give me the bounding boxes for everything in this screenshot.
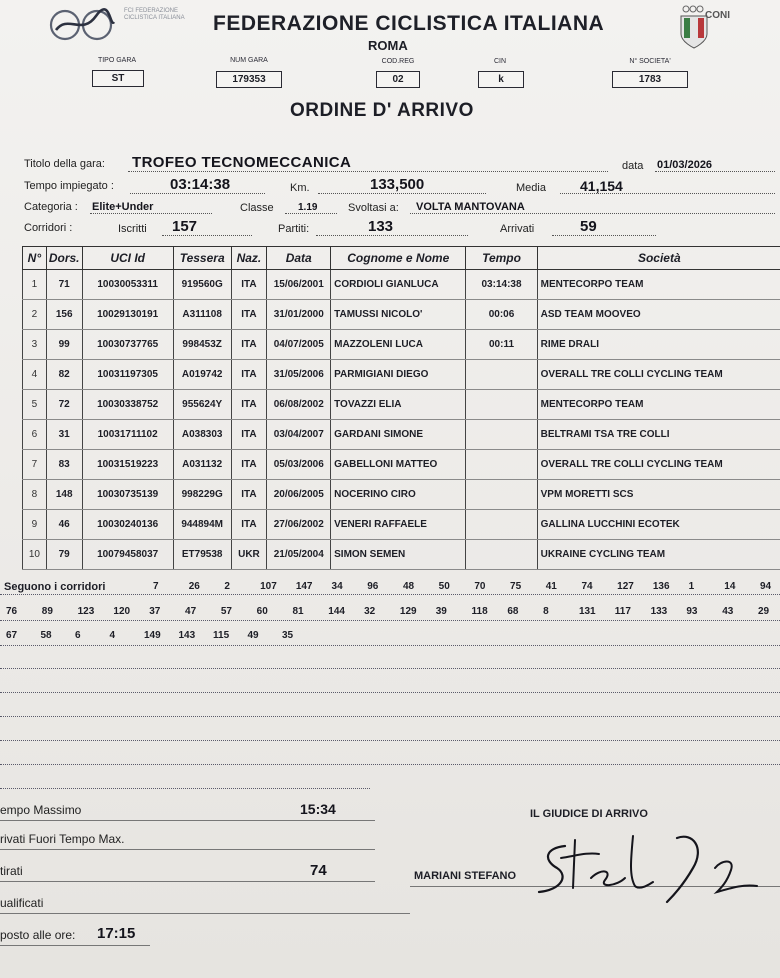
following-bib-number: 117 — [614, 606, 631, 617]
bib-cell: 83 — [46, 450, 82, 480]
race-title-label: Titolo della gara: — [24, 158, 105, 170]
partiti-value: 133 — [368, 218, 394, 235]
n-societa-label: N° SOCIETA' — [629, 58, 671, 65]
following-bib-number: 32 — [364, 606, 376, 617]
rider-name-cell: SIMON SEMEN — [331, 540, 466, 570]
uci-id-cell: 10030735139 — [82, 480, 173, 510]
tessera-cell: 919560G — [173, 270, 231, 300]
col-uci-header: UCI Id — [82, 247, 173, 270]
team-cell: OVERALL TRE COLLI CYCLING TEAM — [537, 360, 780, 390]
col-dors-header: Dors. — [46, 247, 82, 270]
rider-name-cell: CORDIOLI GIANLUCA — [331, 270, 466, 300]
col-tessera-header: Tessera — [173, 247, 231, 270]
nationality-cell: ITA — [231, 480, 267, 510]
following-bib-number: 136 — [652, 581, 670, 592]
uci-id-cell: 10030737765 — [82, 330, 173, 360]
iscritti-line — [162, 235, 252, 236]
following-bib-number: 43 — [722, 606, 734, 617]
seguono-line-1 — [0, 594, 780, 595]
birth-date-cell: 03/04/2007 — [267, 420, 331, 450]
following-bib-number: 39 — [435, 606, 447, 617]
classe-label: Classe — [240, 202, 274, 214]
nationality-cell: ITA — [231, 450, 267, 480]
rider-name-cell: VENERI RAFFAELE — [331, 510, 466, 540]
blank-line-2 — [0, 692, 780, 693]
time-cell: 00:11 — [466, 330, 537, 360]
results-body — [23, 270, 780, 570]
tessera-cell: 998453Z — [173, 330, 231, 360]
squalificati-line — [0, 913, 410, 914]
following-bib-number: 50 — [438, 581, 450, 592]
following-bib-number: 41 — [545, 581, 557, 592]
arrivati-label: Arrivati — [500, 223, 535, 235]
blank-line-6 — [0, 788, 370, 789]
num-gara-label: NUM GARA — [230, 57, 268, 64]
time-cell — [466, 540, 537, 570]
following-bib-number: 37 — [149, 606, 161, 617]
federation-title: FEDERAZIONE CICLISTICA ITALIANA — [213, 12, 605, 35]
tempo-massimo-label: empo Massimo — [0, 803, 82, 817]
rank-cell: 2 — [23, 300, 47, 330]
following-bib-number: 76 — [6, 606, 18, 617]
time-cell — [466, 450, 537, 480]
svoltasi-label: Svoltasi a: — [348, 202, 399, 214]
birth-date-cell: 31/05/2006 — [267, 360, 331, 390]
squalificati-label: ualificati — [0, 896, 44, 910]
birth-date-cell: 04/07/2005 — [267, 330, 331, 360]
time-cell: 03:14:38 — [466, 270, 537, 300]
nationality-cell: ITA — [231, 300, 267, 330]
following-bib-number: 7 — [153, 581, 159, 592]
iscritti-label: Iscritti — [118, 223, 147, 235]
team-cell: BELTRAMI TSA TRE COLLI — [537, 420, 780, 450]
nationality-cell: UKR — [231, 540, 267, 570]
race-title-value: TROFEO TECNOMECCANICA — [132, 154, 352, 171]
date-line — [655, 171, 775, 172]
following-bib-number: 118 — [471, 606, 488, 617]
seguono-line-2 — [0, 620, 780, 621]
time-cell — [466, 480, 537, 510]
following-bib-number: 144 — [328, 606, 345, 617]
rank-cell: 9 — [23, 510, 47, 540]
following-bib-number: 74 — [581, 581, 593, 592]
esposto-line — [0, 945, 150, 946]
col-naz-header: Naz. — [231, 247, 267, 270]
classe-line — [285, 213, 337, 214]
following-bib-number: 143 — [178, 630, 196, 641]
following-bib-number: 129 — [399, 606, 417, 617]
rider-name-cell: TOVAZZI ELIA — [331, 390, 466, 420]
fci-logo-text: FCI FEDERAZIONE CICLISTICA ITALIANA — [124, 8, 185, 21]
col-n-header: N° — [23, 247, 47, 270]
tessera-cell: 944894M — [173, 510, 231, 540]
tessera-cell: ET79538 — [173, 540, 231, 570]
rider-name-cell: TAMUSSI NICOLO' — [331, 300, 466, 330]
following-bib-number: 67 — [6, 630, 18, 641]
following-bib-number: 131 — [578, 606, 596, 617]
following-bib-number: 107 — [260, 581, 277, 592]
rider-name-cell: GARDANI SIMONE — [331, 420, 466, 450]
seguono-label: Seguono i corridori — [4, 581, 106, 593]
tessera-cell: 998229G — [173, 480, 231, 510]
following-bib-number: 68 — [507, 606, 519, 617]
time-label: Tempo impiegato : — [24, 180, 114, 192]
time-cell — [466, 420, 537, 450]
nationality-cell: ITA — [231, 270, 267, 300]
km-line — [318, 193, 486, 194]
uci-id-cell: 10030240136 — [82, 510, 173, 540]
following-bib-number: 96 — [367, 581, 379, 592]
tipo-gara-label: TIPO GARA — [97, 57, 137, 64]
fuori-tempo-line — [0, 849, 375, 850]
cin-value: k — [478, 71, 524, 88]
time-value: 03:14:38 — [170, 176, 231, 193]
bib-cell: 99 — [46, 330, 82, 360]
nationality-cell: ITA — [231, 510, 267, 540]
tempo-massimo-value: 15:34 — [300, 801, 336, 817]
col-societa-header: Società — [537, 247, 780, 270]
ritirati-value: 74 — [310, 862, 327, 879]
following-bib-number: 115 — [213, 630, 230, 641]
bib-cell: 82 — [46, 360, 82, 390]
following-bib-number: 120 — [113, 606, 131, 617]
team-cell: MENTECORPO TEAM — [537, 390, 780, 420]
ritirati-label: tirati — [0, 864, 23, 878]
media-label: Media — [516, 182, 546, 194]
document-title: ORDINE D' ARRIVO — [290, 100, 474, 121]
following-bib-number: 60 — [256, 606, 268, 617]
partiti-line — [316, 235, 468, 236]
birth-date-cell: 31/01/2000 — [267, 300, 331, 330]
following-bib-number: 89 — [41, 606, 53, 617]
giudice-label: IL GIUDICE DI ARRIVO — [530, 808, 648, 820]
table-row — [23, 480, 780, 510]
birth-date-cell: 27/06/2002 — [267, 510, 331, 540]
bib-cell: 72 — [46, 390, 82, 420]
bib-cell: 79 — [46, 540, 82, 570]
col-tempo-header: Tempo — [466, 247, 537, 270]
following-bib-number: 123 — [77, 606, 95, 617]
following-bib-number: 93 — [686, 606, 698, 617]
esposto-label: posto alle ore: — [0, 928, 76, 942]
nationality-cell: ITA — [231, 330, 267, 360]
uci-id-cell: 10030053311 — [82, 270, 173, 300]
n-societa-value: 1783 — [612, 71, 688, 88]
table-row — [23, 390, 780, 420]
tipo-gara-value: ST — [92, 70, 144, 87]
team-cell: MENTECORPO TEAM — [537, 270, 780, 300]
tessera-cell: 955624Y — [173, 390, 231, 420]
time-cell — [466, 390, 537, 420]
birth-date-cell: 15/06/2001 — [267, 270, 331, 300]
team-cell: ASD TEAM MOOVEO — [537, 300, 780, 330]
table-row — [23, 270, 780, 300]
table-row — [23, 510, 780, 540]
fci-logo-icon — [48, 8, 116, 42]
col-data-header: Data — [267, 247, 331, 270]
following-bib-number: 6 — [75, 630, 81, 641]
following-bib-number: 2 — [224, 581, 230, 592]
rank-cell: 3 — [23, 330, 47, 360]
time-cell — [466, 360, 537, 390]
table-row — [23, 330, 780, 360]
rank-cell: 7 — [23, 450, 47, 480]
following-bib-number: 4 — [109, 630, 116, 641]
table-row — [23, 360, 780, 390]
following-bib-number: 149 — [144, 630, 161, 641]
rider-name-cell: MAZZOLENI LUCA — [331, 330, 466, 360]
uci-id-cell: 10079458037 — [82, 540, 173, 570]
tessera-cell: A019742 — [173, 360, 231, 390]
cin-label: CIN — [493, 58, 507, 65]
date-value: 01/03/2026 — [657, 159, 713, 171]
birth-date-cell: 05/03/2006 — [267, 450, 331, 480]
nationality-cell: ITA — [231, 390, 267, 420]
col-name-header: Cognome e Nome — [331, 247, 466, 270]
tempo-massimo-line — [0, 820, 375, 821]
fuori-tempo-label: rivati Fuori Tempo Max. — [0, 832, 125, 846]
table-row — [23, 450, 780, 480]
city-label: ROMA — [368, 38, 408, 53]
nationality-cell: ITA — [231, 360, 267, 390]
following-bib-number: 35 — [282, 630, 294, 641]
team-cell: OVERALL TRE COLLI CYCLING TEAM — [537, 450, 780, 480]
following-bib-number: 1 — [688, 581, 695, 592]
rider-name-cell: GABELLONI MATTEO — [331, 450, 466, 480]
table-row — [23, 420, 780, 450]
rank-cell: 8 — [23, 480, 47, 510]
esposto-value: 17:15 — [97, 925, 136, 942]
following-bib-number: 70 — [474, 581, 486, 592]
arrivati-line — [552, 235, 656, 236]
team-cell: UKRAINE CYCLING TEAM — [537, 540, 780, 570]
uci-id-cell: 10030338752 — [82, 390, 173, 420]
uci-id-cell: 10031519223 — [82, 450, 173, 480]
birth-date-cell: 06/08/2002 — [267, 390, 331, 420]
table-row — [23, 540, 780, 570]
date-label: data — [622, 160, 644, 172]
rank-cell: 1 — [23, 270, 47, 300]
uci-id-cell: 10029130191 — [82, 300, 173, 330]
following-bib-number: 14 — [724, 581, 736, 592]
cod-reg-label: COD.REG — [381, 58, 415, 65]
following-bib-number: 47 — [185, 606, 197, 617]
team-cell: GALLINA LUCCHINI ECOTEK — [537, 510, 780, 540]
arrivati-value: 59 — [580, 218, 597, 235]
following-bib-number: 127 — [617, 581, 634, 592]
race-title-line — [128, 171, 608, 172]
rider-name-cell: PARMIGIANI DIEGO — [331, 360, 466, 390]
results-table — [22, 246, 780, 570]
uci-id-cell: 10031711102 — [82, 420, 173, 450]
km-value: 133,500 — [370, 176, 425, 193]
following-bib-number: 29 — [758, 606, 770, 617]
team-cell: VPM MORETTI SCS — [537, 480, 780, 510]
bib-cell: 31 — [46, 420, 82, 450]
km-label: Km. — [290, 182, 310, 194]
rank-cell: 4 — [23, 360, 47, 390]
partiti-label: Partiti: — [278, 223, 310, 235]
cod-reg-value: 02 — [376, 71, 420, 88]
blank-line-4 — [0, 740, 780, 741]
svoltasi-value: VOLTA MANTOVANA — [416, 201, 525, 213]
tessera-cell: A311108 — [173, 300, 231, 330]
corridori-label: Corridori : — [24, 222, 73, 234]
giudice-name: MARIANI STEFANO — [414, 870, 517, 882]
bib-cell: 148 — [46, 480, 82, 510]
blank-line-5 — [0, 764, 780, 765]
following-bib-number: 26 — [188, 581, 200, 592]
results-header-row — [23, 247, 780, 270]
iscritti-value: 157 — [172, 218, 198, 235]
nationality-cell: ITA — [231, 420, 267, 450]
time-cell — [466, 510, 537, 540]
blank-line-1 — [0, 668, 780, 669]
tessera-cell: A038303 — [173, 420, 231, 450]
rider-name-cell: NOCERINO CIRO — [331, 480, 466, 510]
media-value: 41,154 — [580, 178, 623, 194]
time-cell: 00:06 — [466, 300, 537, 330]
birth-date-cell: 21/05/2004 — [267, 540, 331, 570]
following-bib-number: 8 — [543, 606, 549, 617]
following-bib-number: 34 — [331, 581, 343, 592]
team-cell: RIME DRALI — [537, 330, 780, 360]
category-label: Categoria : — [24, 201, 78, 213]
num-gara-value: 179353 — [216, 71, 282, 88]
bib-cell: 46 — [46, 510, 82, 540]
following-bib-number: 147 — [295, 581, 313, 592]
birth-date-cell: 20/06/2005 — [267, 480, 331, 510]
rank-cell: 6 — [23, 420, 47, 450]
seguono-line-3 — [0, 645, 780, 646]
media-line — [560, 193, 775, 194]
following-bib-number: 58 — [40, 630, 52, 641]
bib-cell: 156 — [46, 300, 82, 330]
blank-line-3 — [0, 716, 780, 717]
signature-icon — [535, 828, 775, 908]
following-bib-number: 94 — [760, 581, 772, 592]
rank-cell: 10 — [23, 540, 47, 570]
uci-id-cell: 10031197305 — [82, 360, 173, 390]
category-line — [90, 213, 212, 214]
tessera-cell: A031132 — [173, 450, 231, 480]
bib-cell: 71 — [46, 270, 82, 300]
following-bib-number: 57 — [220, 606, 232, 617]
following-bib-number: 133 — [650, 606, 668, 617]
category-value: Elite+Under — [92, 201, 154, 213]
table-row — [23, 300, 780, 330]
classe-value: 1.19 — [298, 202, 318, 213]
svoltasi-line — [410, 213, 775, 214]
following-bib-number: 49 — [247, 630, 259, 641]
following-bib-number: 81 — [292, 606, 304, 617]
coni-label: CONI — [705, 10, 730, 21]
following-bib-number: 75 — [510, 581, 522, 592]
time-line — [130, 193, 265, 194]
rank-cell: 5 — [23, 390, 47, 420]
ritirati-line — [0, 881, 375, 882]
following-bib-number: 48 — [402, 581, 415, 592]
